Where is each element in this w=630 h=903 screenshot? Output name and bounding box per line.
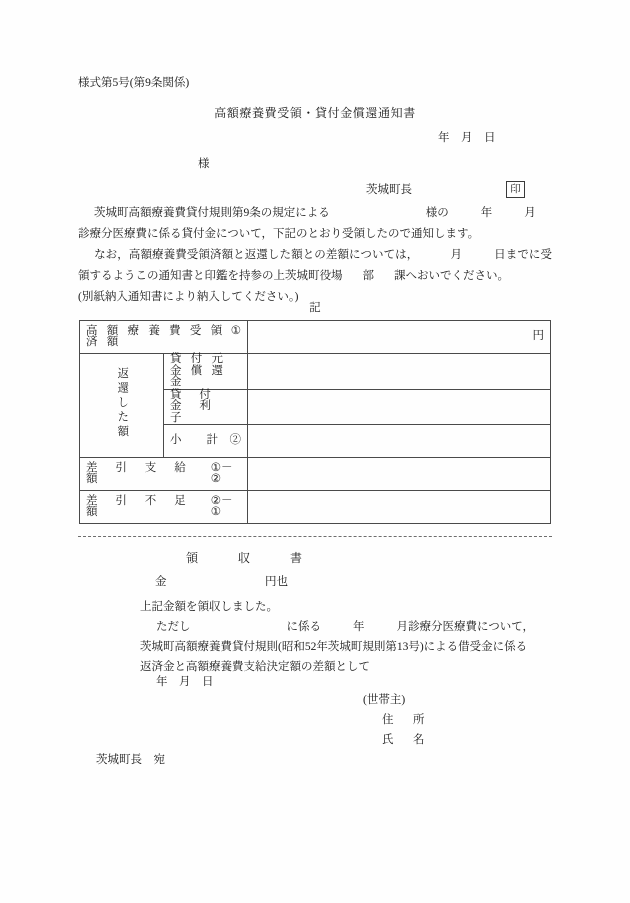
label-spread bbox=[86, 463, 241, 486]
paragraph-2-text-e: 課へおいでください。 bbox=[394, 270, 509, 282]
receipt-line-1: 上記金額を領収しました。 bbox=[140, 601, 278, 613]
table-row-4-label-cell bbox=[80, 458, 248, 491]
recipient-honorific: 様 bbox=[198, 158, 210, 170]
table-row-0-marker: ① bbox=[230, 324, 241, 337]
table-row-3-label-cell bbox=[164, 425, 248, 458]
table-row-3-value-cell[interactable] bbox=[248, 425, 551, 458]
receipt-line-3: 茨城町高額療養費貸付規則(昭和52年茨城町規則第13号)による借受金に係る bbox=[140, 641, 528, 653]
issuer-name: 茨城町長 bbox=[366, 184, 412, 196]
table-row-5-value-cell[interactable] bbox=[248, 491, 551, 524]
table-row-2-value-cell[interactable] bbox=[248, 389, 551, 425]
paragraph-2-text-b: 月 bbox=[450, 249, 463, 261]
receipt-line-2-text-c: 年 bbox=[353, 621, 365, 633]
receipt-line-2-text-a: ただし bbox=[156, 621, 191, 633]
label-spread bbox=[86, 496, 241, 519]
table-row bbox=[80, 321, 551, 354]
ki-marker: 記 bbox=[309, 302, 321, 314]
table-row-3-label: 小 bbox=[170, 434, 182, 447]
table-row-4-label: 差 引 支 給 額 bbox=[86, 461, 204, 485]
table-row-2-label-cell bbox=[164, 389, 248, 425]
paragraph-1-text-d: 月 bbox=[524, 207, 536, 219]
receipt-line-2 bbox=[140, 617, 552, 638]
table-row-1-value-cell[interactable] bbox=[248, 354, 551, 390]
body-paragraph-2 bbox=[78, 245, 552, 308]
section-separator bbox=[78, 536, 552, 537]
receipt-line-2-text-d: 月診療分医療費について， bbox=[396, 621, 535, 633]
table-row-0-label-cell bbox=[80, 321, 248, 354]
name-label: 氏 名 bbox=[382, 734, 429, 746]
table-row-4-marker: ①－② bbox=[210, 461, 233, 485]
table-row-4-value-cell[interactable] bbox=[248, 458, 551, 491]
paragraph-2-text-d: 部 bbox=[362, 270, 374, 282]
table-row-1-label: 貸 付 元 金 償 還 金 bbox=[170, 353, 227, 388]
table-row-0-label: 高 額 療 養 費 受 領 済 額 bbox=[86, 324, 226, 348]
table-row bbox=[80, 458, 551, 491]
table-row-5-marker: ②－① bbox=[210, 494, 233, 518]
table-row-5-label: 差 引 不 足 額 bbox=[86, 494, 204, 518]
table-row-1-label-cell bbox=[164, 354, 248, 390]
document-title: 高額療養費受領・貸付金償還通知書 bbox=[214, 106, 416, 120]
receipt-amount-label: 金 bbox=[155, 576, 167, 588]
table-row bbox=[80, 491, 551, 524]
table-row bbox=[80, 354, 551, 390]
table-group-label-cell bbox=[80, 354, 164, 458]
receipt-date-field: 年 月 日 bbox=[156, 676, 214, 688]
paragraph-1-text-e: 診療分医療費に係る貸付金について，下記のとおり受領したので通知します。 bbox=[78, 228, 480, 240]
body-paragraph-1 bbox=[78, 203, 552, 245]
table-row-3-marker: 計 ② bbox=[206, 434, 241, 447]
receipt-title: 領収書 bbox=[186, 551, 343, 565]
table-row-0-unit: 円 bbox=[532, 330, 544, 343]
address-label: 住 所 bbox=[382, 714, 429, 726]
label-spread bbox=[86, 326, 241, 349]
table-row-0-value-cell[interactable] bbox=[248, 321, 551, 354]
paragraph-2-text-f: (別紙納入通知書により納入してください。) bbox=[78, 291, 299, 303]
table-group-label: 返還した額 bbox=[116, 366, 129, 440]
paragraph-2-text-c: 日までに受領するようこの通知書と印鑑を持参の上茨城町役場 bbox=[78, 249, 552, 282]
receipt-amount-unit: 円也 bbox=[265, 576, 288, 588]
header-date-field: 年 月 日 bbox=[438, 132, 496, 144]
table-row-2-label: 貸 付 金 利 子 bbox=[170, 388, 229, 424]
receipt-line-4: 返済金と高額療養費支給決定額の差額として bbox=[140, 661, 370, 673]
paragraph-1-text-b: 様の bbox=[425, 207, 449, 219]
amount-table bbox=[79, 320, 551, 524]
paragraph-2-text-a: なお，高額療養費受領済額と返還した額との差額については， bbox=[94, 249, 419, 261]
seal-stamp-box: 印 bbox=[506, 181, 525, 198]
paragraph-1-text-a: 茨城町高額療養費貸付規則第9条の規定による bbox=[94, 207, 330, 219]
paragraph-1-text-c: 年 bbox=[480, 207, 493, 219]
addressee-label: 茨城町長 宛 bbox=[96, 754, 165, 766]
form-number: 様式第5号(第9条関係) bbox=[78, 77, 190, 89]
household-head-label: (世帯主) bbox=[363, 694, 406, 706]
label-spread bbox=[170, 435, 241, 447]
table-row-5-label-cell bbox=[80, 491, 248, 524]
receipt-line-2-text-b: に係る bbox=[286, 621, 321, 633]
